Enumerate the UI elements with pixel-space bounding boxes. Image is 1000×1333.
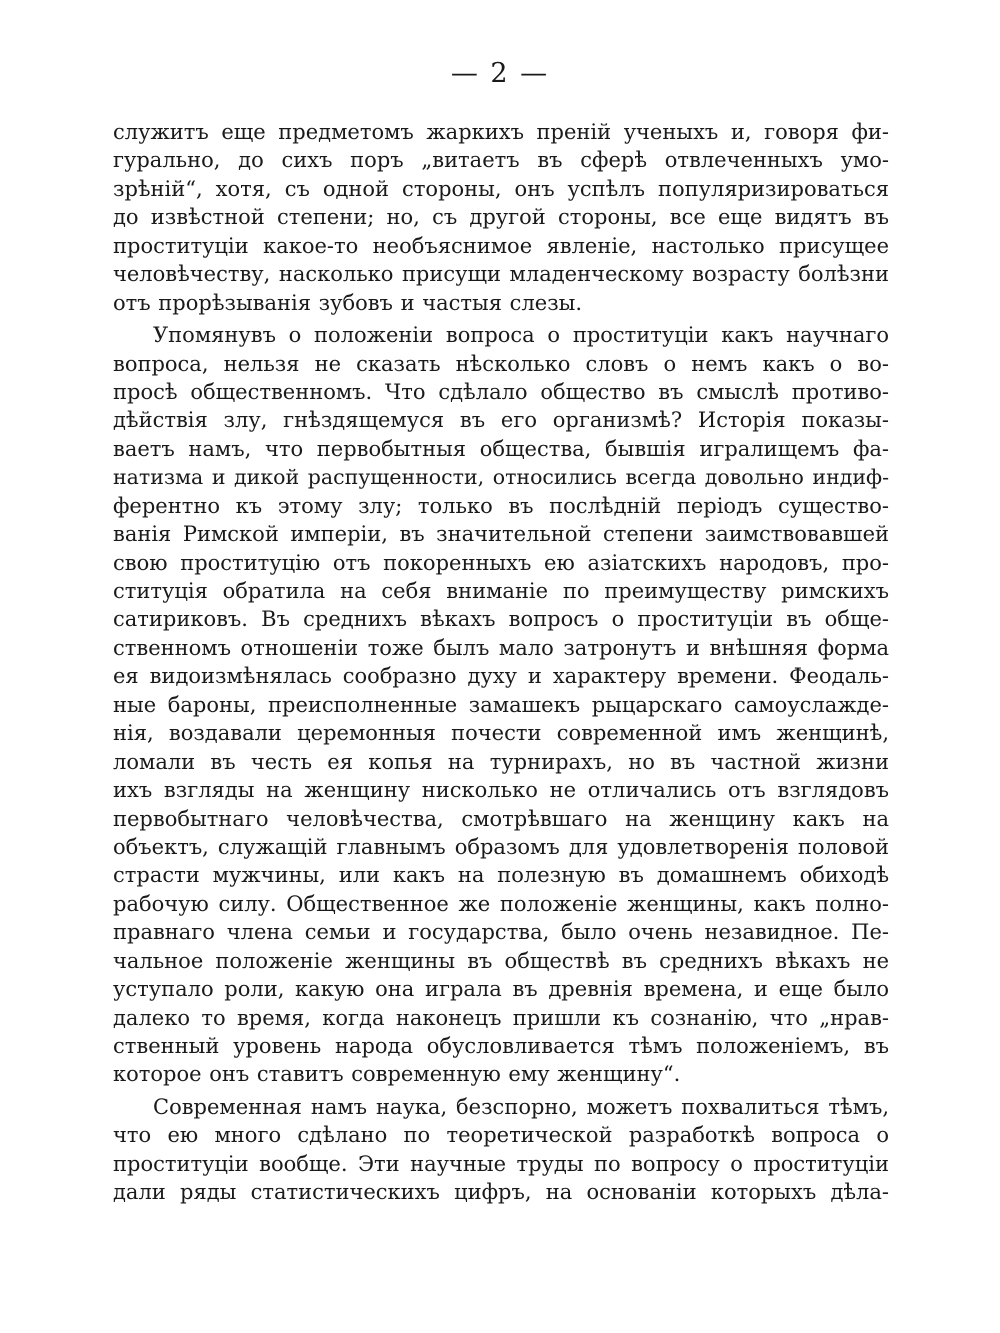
text-line: ственномъ отношеніи тоже былъ мало затронутъ и внѣшняя форма [113,635,889,660]
text-line: проституціи какое-то необъяснимое явленіе, настолько присущее [113,233,889,258]
text-line: свою проституцію отъ покоренныхъ ею азіатскихъ народовъ, про- [113,550,889,575]
text-line: ваетъ намъ, что первобытныя общества, бывшія игралищемъ фа- [113,436,889,461]
text-line: служитъ еще предметомъ жаркихъ преній ученыхъ и, говоря фи- [113,120,889,144]
text-line: которое онъ ставитъ современную ему женщину“. [113,1062,681,1087]
text-line: зрѣній“, хотя, съ одной стороны, онъ успѣлъ популяризироваться [113,176,889,201]
text-line: далеко то время, когда наконецъ пришли къ сознанію, что „нрав- [113,1005,889,1030]
text-line: ванія Римской имперіи, въ значительной степени заимствовавшей [113,522,889,547]
text-line: правнаго члена семьи и государства, было очень незавидное. Пе- [113,920,889,945]
text-line: вопроса, нельзя не сказать нѣсколько словъ о немъ какъ о во- [113,351,889,376]
text-line: дали ряды статистическихъ цифръ, на основаніи которыхъ дѣла- [113,1180,889,1205]
text-line: чальное положеніе женщины въ обществѣ въ среднихъ вѣкахъ не [113,948,889,973]
text-line: первобытнаго человѣчества, смотрѣвшаго на женщину какъ на [113,806,889,831]
text-line: рабочую силу. Общественное же положеніе женщины, какъ полно- [113,891,889,916]
text-line: ихъ взгляды на женщину нисколько не отличались отъ взглядовъ [113,778,889,803]
text-line: натизма и дикой распущенности, относились всегда довольно индиф- [113,465,889,490]
text-line: ферентно къ этому злу; только въ послѣдній періодъ существо- [113,493,889,518]
text-line: просѣ общественномъ. Что сдѣлало общество въ смыслѣ противо- [113,379,889,404]
text-line: до извѣстной степени; но, съ другой стороны, все еще видятъ въ [113,205,889,230]
text-line: ея видоизмѣнялась сообразно духу и характеру времени. Феодаль- [113,664,889,689]
paragraph-2 [113,321,889,1089]
text-line: отъ прорѣзыванія зубовъ и частыя слезы. [113,290,583,315]
text-line: ные бароны, преисполненные замашекъ рыцарскаго самоуслажде- [113,692,889,717]
text-line: уступало роли, какую она играла въ древнія времена, и еще было [113,977,889,1002]
text-line: дѣйствія злу, гнѣздящемуся въ его организмѣ? Исторія показы- [113,408,889,433]
text-line: Современная намъ наука, безспорно, можетъ похвалиться тѣмъ, [153,1094,889,1119]
text-line: страсти мужчины, или какъ на полезную въ домашнемъ обиходѣ [113,863,889,888]
body-text [113,118,889,1207]
text-line: ломали въ честь ея копья на турнирахъ, но въ частной жизни [113,749,889,774]
text-line: человѣчеству, насколько присущи младенческому возрасту болѣзни [113,262,889,287]
text-line: что ею много сдѣлано по теоретической разработкѣ вопроса о [113,1123,889,1148]
page-number: — 2 — [450,58,550,89]
text-line: сатириковъ. Въ среднихъ вѣкахъ вопросъ о проституціи въ обще- [113,607,889,632]
text-line: Упомянувъ о положеніи вопроса о проституціи какъ научнаго [153,323,889,348]
text-line: ственный уровень народа обусловливается тѣмъ положеніемъ, въ [113,1034,889,1058]
text-line: нія, воздавали церемонныя почести современной имъ женщинѣ, [113,721,889,746]
text-line: проституціи вообще. Эти научные труды по вопросу о проституціи [113,1151,889,1176]
text-line: объектъ, служащій главнымъ образомъ для удовлетворенія половой [113,834,889,859]
paragraph-1 [113,118,889,317]
text-line: гурально, до сихъ поръ „витаетъ въ сферѣ отвлеченныхъ умо- [113,148,889,173]
paragraph-3 [113,1093,889,1207]
text-line: ституція обратила на себя вниманіе по преимуществу римскихъ [113,579,889,603]
